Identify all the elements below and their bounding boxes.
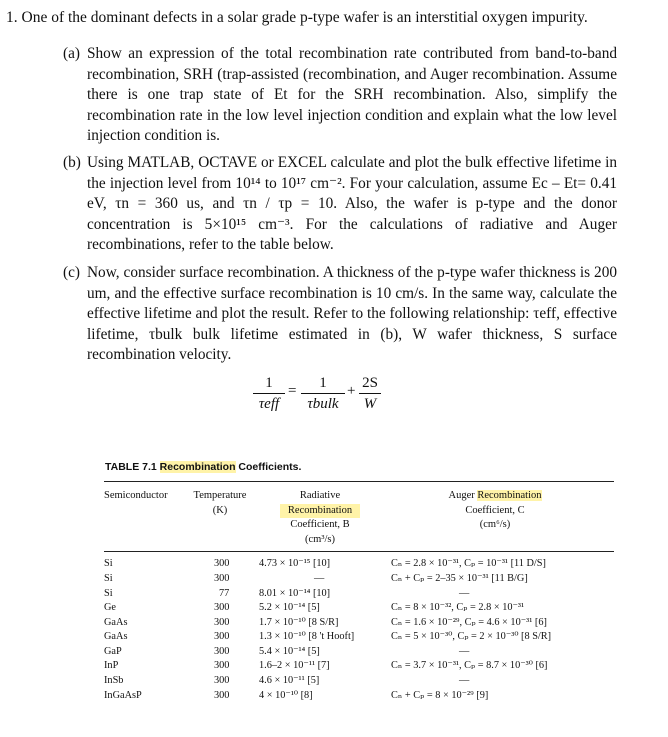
table-row (104, 674, 624, 688)
table-row (104, 587, 624, 601)
cell-auger: Cₙ = 8 × 10⁻³², Cₚ = 2.8 × 10⁻³¹ (391, 602, 525, 613)
part-c-label: (c) (63, 264, 80, 281)
cell-radiative: 1.6–2 × 10⁻¹¹ [7] (259, 660, 330, 671)
part-a-text: Show an expression of the total recombination rate contributed from band-to-band recombination, SRH (trap-assisted (recombination, and Auger recombination. Assume there is one trap state of Et for the SRH recombination. Also, simplify the recombination rate in the low level injection condition and explain what the low level injection condition is. (87, 45, 617, 144)
lifetime-formula (253, 375, 383, 415)
cell-temp: 77 (219, 588, 230, 599)
cell-temp: 300 (214, 690, 230, 701)
cell-auger: Cₙ = 5 × 10⁻³⁰, Cₚ = 2 × 10⁻³⁰ [8 S/R] (391, 631, 552, 642)
cell-auger: — (459, 646, 470, 657)
cell-temp: 300 (214, 631, 230, 642)
header-radiative-line1: Radiative (299, 490, 341, 501)
part-b (65, 153, 617, 256)
formula-plus: + (347, 383, 356, 399)
fraction-bar (301, 393, 345, 394)
header-auger-line1b: Recombination (477, 490, 542, 501)
table-row (104, 630, 624, 644)
table-row (104, 689, 624, 703)
cell-radiative: 1.3 × 10⁻¹⁰ [8 't Hooft] (259, 631, 355, 642)
table-title-prefix: TABLE 7.1 (105, 461, 157, 473)
cell-radiative: 8.01 × 10⁻¹⁴ [10] (259, 588, 331, 599)
cell-material: InGaAsP (104, 690, 142, 701)
formula-equals: = (288, 383, 297, 399)
header-auger-line1a: Auger (448, 490, 475, 501)
part-b-text: Using MATLAB, OCTAVE or EXCEL calculate and plot the bulk effective lifetime in the injection level from 10¹⁴ to 10¹⁷ cm⁻². For your calculation, assume Ec – Et= 0.41 eV, τn = 360 us, and τn / τp = 10. Also, the wafer is p-type and the donor concentration is 5×10¹⁵ cm⁻³. For the calculations of radiative and Auger recombinations, refer to the table below. (87, 154, 617, 253)
question-title: 1. One of the dominant defects in a solar grade p-type wafer is an interstitial oxygen impurity. (6, 9, 588, 26)
cell-temp: 300 (214, 558, 230, 569)
part-c (65, 263, 617, 366)
cell-auger: Cₙ = 2.8 × 10⁻³¹, Cₚ = 10⁻³¹ [11 D/S] (391, 558, 546, 569)
formula-lhs (253, 375, 285, 412)
table-top-rule (104, 481, 614, 482)
part-a (65, 44, 617, 147)
cell-radiative: — (314, 573, 325, 584)
table-row (104, 645, 624, 659)
table-title (105, 461, 301, 473)
table-row (104, 572, 624, 586)
formula-term1-num: 1 (319, 375, 327, 391)
cell-temp: 300 (214, 617, 230, 628)
part-a-label: (a) (63, 45, 80, 62)
cell-auger: Cₙ + Cₚ = 2–35 × 10⁻³¹ [11 B/G] (391, 573, 528, 584)
cell-temp: 300 (214, 646, 230, 657)
header-temperature (190, 489, 250, 518)
part-b-label: (b) (63, 154, 81, 171)
header-auger-line3: (cm⁶/s) (479, 519, 511, 530)
header-auger-line2: Coefficient, C (465, 504, 525, 516)
part-c-text: Now, consider surface recombination. A thickness of the p-type wafer thickness is 200 um, and the effective surface recombination is 10 cm/s. In the same way, calculate the effective lifetime and plot the result. Refer to the following relationship: τeff, effective lifetime, τbulk bulk lifetime estimated in (b), W wafer thickness, S surface recombination velocity. (87, 264, 617, 363)
table-row (104, 601, 624, 615)
cell-material: Ge (104, 602, 117, 613)
cell-material: InSb (104, 675, 124, 686)
fraction-bar (359, 393, 381, 394)
cell-radiative: 1.7 × 10⁻¹⁰ [8 S/R] (259, 617, 339, 628)
cell-radiative: 4.73 × 10⁻¹⁵ [10] (259, 558, 331, 569)
cell-material: Si (104, 588, 113, 599)
table-row (104, 557, 624, 571)
header-semiconductor: Semiconductor (104, 490, 168, 501)
header-auger (430, 489, 560, 533)
formula-term2-num: 2S (362, 375, 378, 391)
header-radiative-line2: Recombination (280, 504, 360, 519)
cell-temp: 300 (214, 675, 230, 686)
table-title-suffix: Coefficients. (238, 461, 302, 473)
table-header-rule (104, 551, 614, 552)
formula-term1-den: τbulk (307, 396, 339, 412)
cell-auger: Cₙ + Cₚ = 8 × 10⁻²⁹ [9] (391, 690, 489, 701)
cell-temp: 300 (214, 660, 230, 671)
cell-auger: — (459, 588, 470, 599)
cell-material: GaAs (104, 617, 128, 628)
cell-auger: Cₙ = 1.6 × 10⁻²⁹, Cₚ = 4.6 × 10⁻³¹ [6] (391, 617, 547, 628)
table-title-highlight: Recombination (159, 461, 236, 473)
cell-material: Si (104, 573, 113, 584)
header-radiative-line3: Coefficient, B (290, 519, 350, 530)
cell-radiative: 4.6 × 10⁻¹¹ [5] (259, 675, 320, 686)
header-auger-line1 (430, 489, 560, 504)
cell-material: Si (104, 558, 113, 569)
cell-temp: 300 (214, 573, 230, 584)
cell-radiative: 4 × 10⁻¹⁰ [8] (259, 690, 313, 701)
table-row (104, 659, 624, 673)
fraction-bar (253, 393, 285, 394)
cell-auger: — (459, 675, 470, 686)
header-temperature-label: Temperature (193, 490, 247, 501)
cell-material: GaP (104, 646, 122, 657)
header-radiative-line4: (cm³/s) (305, 533, 335, 545)
cell-material: GaAs (104, 631, 128, 642)
cell-auger: Cₙ = 3.7 × 10⁻³¹, Cₚ = 8.7 × 10⁻³⁰ [6] (391, 660, 548, 671)
formula-lhs-num: 1 (265, 375, 273, 391)
formula-term2-den: W (363, 396, 377, 412)
cell-temp: 300 (214, 602, 230, 613)
header-temperature-unit: (K) (212, 504, 228, 516)
cell-material: InP (104, 660, 119, 671)
formula-term2 (359, 375, 381, 412)
header-radiative (280, 489, 360, 547)
formula-term1 (301, 375, 345, 412)
table-row (104, 616, 624, 630)
formula-lhs-den: τeff (258, 396, 280, 412)
cell-radiative: 5.2 × 10⁻¹⁴ [5] (259, 602, 320, 613)
cell-radiative: 5.4 × 10⁻¹⁴ [5] (259, 646, 320, 657)
